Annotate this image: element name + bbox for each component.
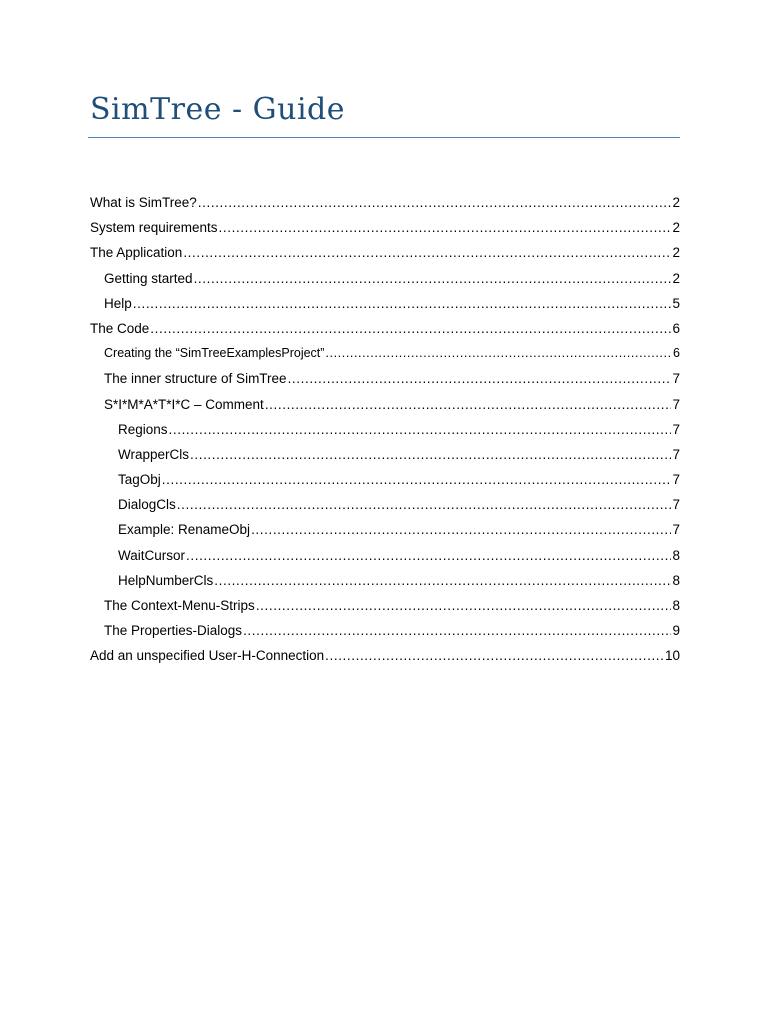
toc-leader xyxy=(162,467,672,492)
toc-leader xyxy=(325,341,672,366)
toc-page-number: 2 xyxy=(672,270,680,286)
toc-leader xyxy=(150,316,671,341)
toc-leader xyxy=(190,442,671,467)
toc-leader xyxy=(177,492,672,517)
toc-entry-text: Add an unspecified User-H-Connection xyxy=(90,648,325,664)
toc-leader xyxy=(256,593,672,618)
toc-entry-text: TagObj xyxy=(118,472,161,488)
toc-entry-text: Getting started xyxy=(104,270,193,286)
toc-page-number: 7 xyxy=(672,472,680,488)
toc-leader xyxy=(198,190,672,215)
toc-entry-text: Creating the “SimTreeExamplesProject” xyxy=(104,346,325,361)
toc-entry[interactable] xyxy=(90,417,680,442)
toc-page-number: 7 xyxy=(672,421,680,437)
toc-entry[interactable] xyxy=(90,593,680,618)
toc-page-number: 7 xyxy=(672,497,680,513)
toc-leader xyxy=(214,568,671,593)
toc-entry[interactable] xyxy=(90,442,680,467)
toc-entry[interactable] xyxy=(90,266,680,291)
toc-entry-text: DialogCls xyxy=(118,497,176,513)
toc-entry-text: The Application xyxy=(90,245,183,261)
toc-page-number: 8 xyxy=(672,547,680,563)
toc-leader xyxy=(169,417,672,442)
toc-entry-text: The Context-Menu-Strips xyxy=(104,598,255,613)
toc-entry[interactable] xyxy=(90,392,680,417)
toc-entry[interactable] xyxy=(90,341,680,366)
toc-page-number: 7 xyxy=(672,446,680,462)
toc-entry-text: HelpNumberCls xyxy=(118,572,214,588)
toc-entry-text: Help xyxy=(104,295,132,311)
toc-leader xyxy=(265,392,672,417)
toc-page-number: 2 xyxy=(672,220,680,236)
toc-entry[interactable] xyxy=(90,568,680,593)
toc-leader xyxy=(133,291,672,316)
title-divider xyxy=(88,137,680,138)
toc-entry[interactable] xyxy=(90,366,680,391)
toc-entry-text: WrapperCls xyxy=(118,446,190,462)
toc-leader xyxy=(243,618,671,643)
toc-leader xyxy=(219,215,672,240)
toc-entry[interactable] xyxy=(90,618,680,643)
toc-entry-text: System requirements xyxy=(90,220,218,236)
toc-entry-text: WaitCursor xyxy=(118,547,186,563)
toc-entry-text: The Properties-Dialogs xyxy=(104,623,243,639)
toc-entry[interactable] xyxy=(90,215,680,240)
toc-leader xyxy=(251,517,671,542)
toc-page-number: 9 xyxy=(672,623,680,639)
toc-entry[interactable] xyxy=(90,467,680,492)
toc-page-number: 7 xyxy=(672,396,680,412)
toc-entry[interactable] xyxy=(90,643,680,668)
toc-page-number: 5 xyxy=(672,295,680,311)
toc-page-number: 10 xyxy=(664,648,680,664)
toc-entry-text: Regions xyxy=(118,421,168,437)
toc-entry-text: Example: RenameObj xyxy=(118,522,251,538)
toc-page-number: 2 xyxy=(672,245,680,261)
toc-leader xyxy=(183,240,671,265)
toc-entry[interactable] xyxy=(90,543,680,568)
toc-page-number: 6 xyxy=(672,320,680,336)
toc-entry[interactable] xyxy=(90,190,680,215)
toc-leader xyxy=(325,643,664,668)
toc-page-number: 8 xyxy=(672,598,680,613)
toc-leader xyxy=(288,366,672,391)
toc-page-number: 7 xyxy=(672,522,680,538)
document-title: SimTree - Guide xyxy=(90,92,345,127)
toc-entry[interactable] xyxy=(90,316,680,341)
toc-leader xyxy=(186,543,671,568)
toc-entry-text: What is SimTree? xyxy=(90,195,197,210)
table-of-contents xyxy=(90,190,680,669)
toc-entry[interactable] xyxy=(90,240,680,265)
toc-page-number: 8 xyxy=(672,572,680,588)
toc-entry[interactable] xyxy=(90,492,680,517)
toc-entry[interactable] xyxy=(90,291,680,316)
toc-entry-text: The Code xyxy=(90,320,150,336)
toc-entry[interactable] xyxy=(90,517,680,542)
toc-entry-text: S*I*M*A*T*I*C – Comment xyxy=(104,396,264,412)
toc-page-number: 7 xyxy=(672,371,680,387)
toc-leader xyxy=(194,266,672,291)
toc-entry-text: The inner structure of SimTree xyxy=(104,371,287,387)
toc-page-number: 6 xyxy=(673,346,680,361)
toc-page-number: 2 xyxy=(672,195,680,210)
